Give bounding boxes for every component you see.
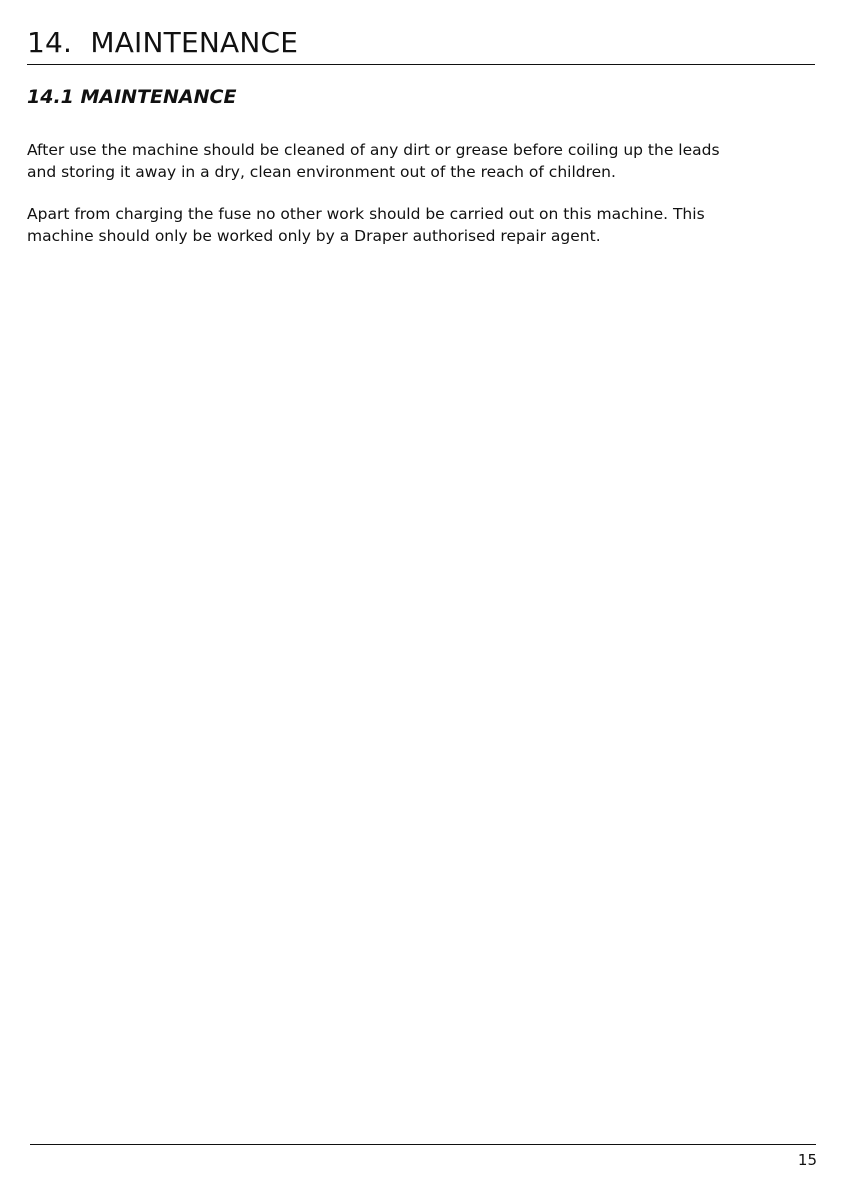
paragraph-line: and storing it away in a dry, clean environment out of the reach of children. [27,163,616,181]
page-number: 15 [797,1151,817,1169]
section-heading: 14.1 MAINTENANCE [27,86,237,108]
paragraph-line: machine should only be worked only by a Draper authorised repair agent. [27,227,601,245]
page-title: 14. MAINTENANCE [27,26,299,59]
footer-divider [30,1144,816,1145]
paragraph-cleaning-storage [27,139,817,183]
paragraph-line: Apart from charging the fuse no other work should be carried out on this machine. This [27,205,705,223]
title-divider [27,64,815,65]
paragraph-line: After use the machine should be cleaned of any dirt or grease before coiling up the leads [27,141,720,159]
paragraph-repair-notice [27,203,817,247]
